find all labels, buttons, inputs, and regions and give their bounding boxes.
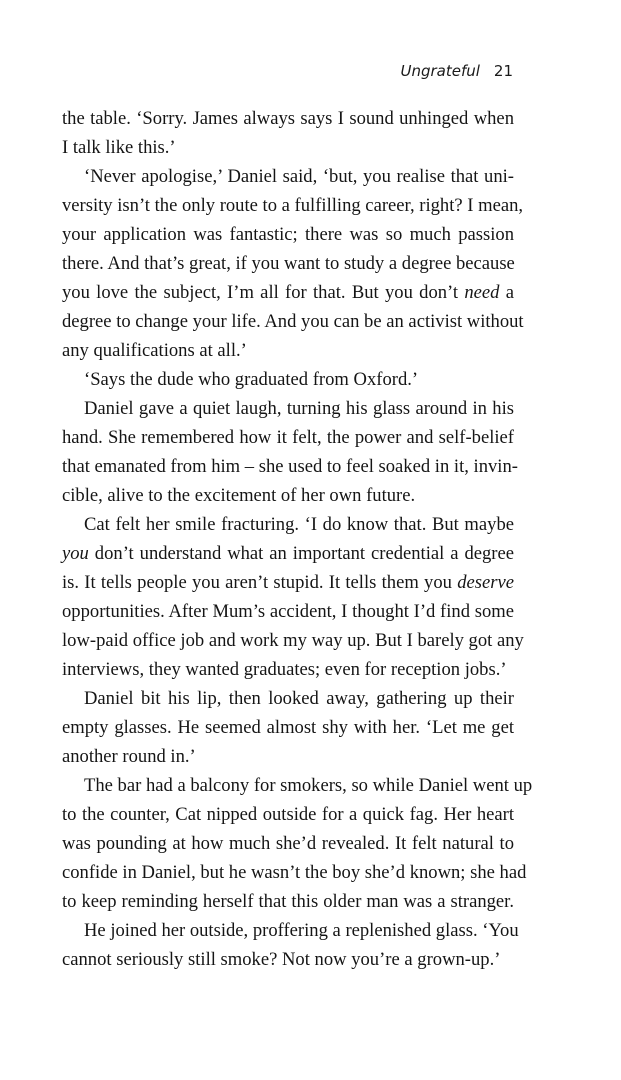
text-line: interviews, they wanted graduates; even for reception jobs.’ (62, 659, 507, 680)
text-line: He joined her outside, proffering a replenished glass. ‘You (84, 920, 519, 941)
text-line: cannot seriously still smoke? Not now you’re a grown-up.’ (62, 949, 501, 970)
text-line (62, 568, 514, 597)
page-body (62, 104, 533, 974)
text-line: any qualifications at all.’ (62, 340, 247, 361)
text-line: The bar had a balcony for smokers, so while Daniel went up (84, 775, 533, 796)
text-line: confide in Daniel, but he wasn’t the boy she’d known; she had (62, 862, 527, 883)
text-line (62, 278, 514, 307)
text-line: degree to change your life. And you can be an activist without (62, 311, 524, 332)
text-line: cible, alive to the excitement of her own future. (62, 485, 416, 506)
text-line: was pounding at how much she’d revealed. It felt natural to (62, 833, 514, 854)
text-line: to the counter, Cat nipped outside for a quick fag. Her heart (62, 804, 514, 825)
text-line: the table. ‘Sorry. James always says I sound unhinged when (62, 108, 514, 129)
emphasis: deserve (457, 572, 514, 593)
text-line: versity isn’t the only route to a fulfilling career, right? I mean, (62, 195, 524, 216)
text-run: a (499, 282, 514, 303)
text-run: is. It tells people you aren’t stupid. It tells them you (62, 572, 458, 593)
text-line (62, 539, 514, 568)
text-line: to keep reminding herself that this older man was a stranger. (62, 891, 514, 912)
page-number: 21 (493, 62, 513, 80)
text-line: another round in.’ (62, 746, 196, 767)
text-line: opportunities. After Mum’s accident, I thought I’d find some (62, 601, 514, 622)
emphasis: need (464, 282, 500, 303)
running-title: Ungrateful (400, 62, 480, 80)
text-line: Cat felt her smile fracturing. ‘I do know that. But maybe (84, 514, 514, 535)
text-line: ‘Says the dude who graduated from Oxford.’ (84, 369, 419, 390)
text-line: empty glasses. He seemed almost shy with her. ‘Let me get (62, 717, 514, 738)
emphasis: you (62, 543, 89, 564)
text-line: your application was fantastic; there was so much passion (62, 224, 514, 245)
text-line: that emanated from him – she used to feel soaked in it, invin- (62, 456, 518, 477)
text-run: don’t understand what an important credential a degree (88, 543, 514, 564)
text-run: you love the subject, I’m all for that. But you don’t (62, 282, 465, 303)
text-line: hand. She remembered how it felt, the power and self-belief (62, 427, 514, 448)
running-header (400, 62, 513, 80)
text-line: Daniel gave a quiet laugh, turning his glass around in his (84, 398, 514, 419)
text-line: low-paid office job and work my way up. But I barely got any (62, 630, 524, 651)
text-line: I talk like this.’ (62, 137, 176, 158)
text-line: Daniel bit his lip, then looked away, gathering up their (84, 688, 514, 709)
text-line: there. And that’s great, if you want to study a degree because (62, 253, 515, 274)
text-line: ‘Never apologise,’ Daniel said, ‘but, you realise that uni- (84, 166, 514, 187)
